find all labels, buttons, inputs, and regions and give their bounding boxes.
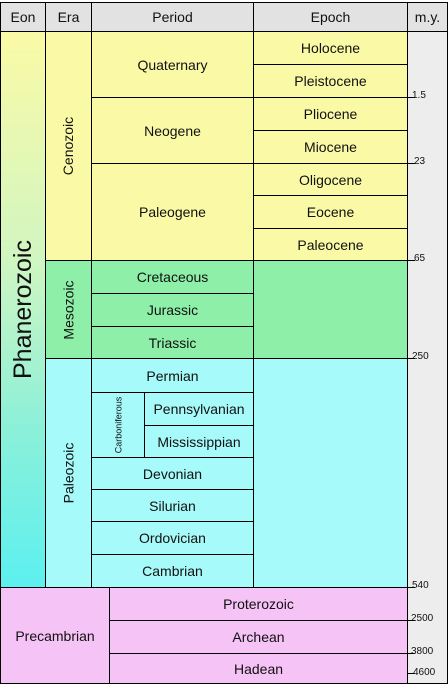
period-carboniferous — [91, 392, 145, 458]
era-mesozoic — [45, 260, 92, 359]
period-carboniferous-label: Carboniferous — [113, 396, 123, 454]
age-label: 3800 — [411, 646, 434, 657]
period-cambrian: Cambrian — [91, 554, 254, 588]
epoch-paleocene: Paleocene — [253, 228, 408, 261]
precambrian-eon: Precambrian — [0, 587, 110, 684]
age-label: 1.5 — [412, 90, 426, 101]
period-silurian: Silurian — [91, 489, 254, 522]
period-jurassic: Jurassic — [91, 293, 254, 327]
era-paleozoic — [45, 358, 92, 588]
precambrian-hadean: Hadean — [109, 653, 408, 684]
period-neogene: Neogene — [91, 97, 254, 164]
period-paleogene: Paleogene — [91, 163, 254, 261]
epoch-mesozoic-blank — [253, 260, 408, 359]
period-triassic: Triassic — [91, 326, 254, 359]
eon-phanerozoic — [0, 31, 46, 588]
period-quaternary: Quaternary — [91, 31, 254, 98]
era-paleozoic-label: Paleozoic — [60, 442, 77, 504]
age-label: 2500 — [411, 613, 434, 624]
age-label: 65 — [414, 253, 426, 264]
period-cretaceous: Cretaceous — [91, 260, 254, 294]
header-my: m.y. — [407, 2, 448, 32]
epoch-holocene: Holocene — [253, 31, 408, 65]
age-label: 4600 — [413, 667, 436, 678]
period-mississippian: Mississippian — [144, 425, 254, 458]
header-eon: Eon — [0, 2, 46, 32]
age-label: 23 — [414, 156, 426, 167]
age-label: 250 — [412, 351, 429, 362]
epoch-miocene: Miocene — [253, 130, 408, 164]
era-mesozoic-label: Mesozoic — [60, 279, 77, 340]
era-cenozoic — [45, 31, 92, 261]
period-devonian: Devonian — [91, 457, 254, 490]
age-label: 540 — [412, 580, 429, 591]
period-permian: Permian — [91, 358, 254, 393]
period-pennsylvanian: Pennsylvanian — [144, 392, 254, 426]
epoch-pliocene: Pliocene — [253, 97, 408, 131]
epoch-paleozoic-blank — [253, 358, 408, 588]
epoch-pleistocene: Pleistocene — [253, 64, 408, 98]
precambrian-archean: Archean — [109, 620, 408, 654]
header-epoch: Epoch — [253, 2, 408, 32]
epoch-eocene: Eocene — [253, 195, 408, 229]
header-period: Period — [91, 2, 254, 32]
period-ordovician: Ordovician — [91, 521, 254, 555]
eon-phanerozoic-label: Phanerozoic — [8, 240, 37, 379]
precambrian-proterozoic: Proterozoic — [109, 587, 408, 621]
era-cenozoic-label: Cenozoic — [60, 116, 77, 176]
header-era: Era — [45, 2, 92, 32]
epoch-oligocene: Oligocene — [253, 163, 408, 196]
